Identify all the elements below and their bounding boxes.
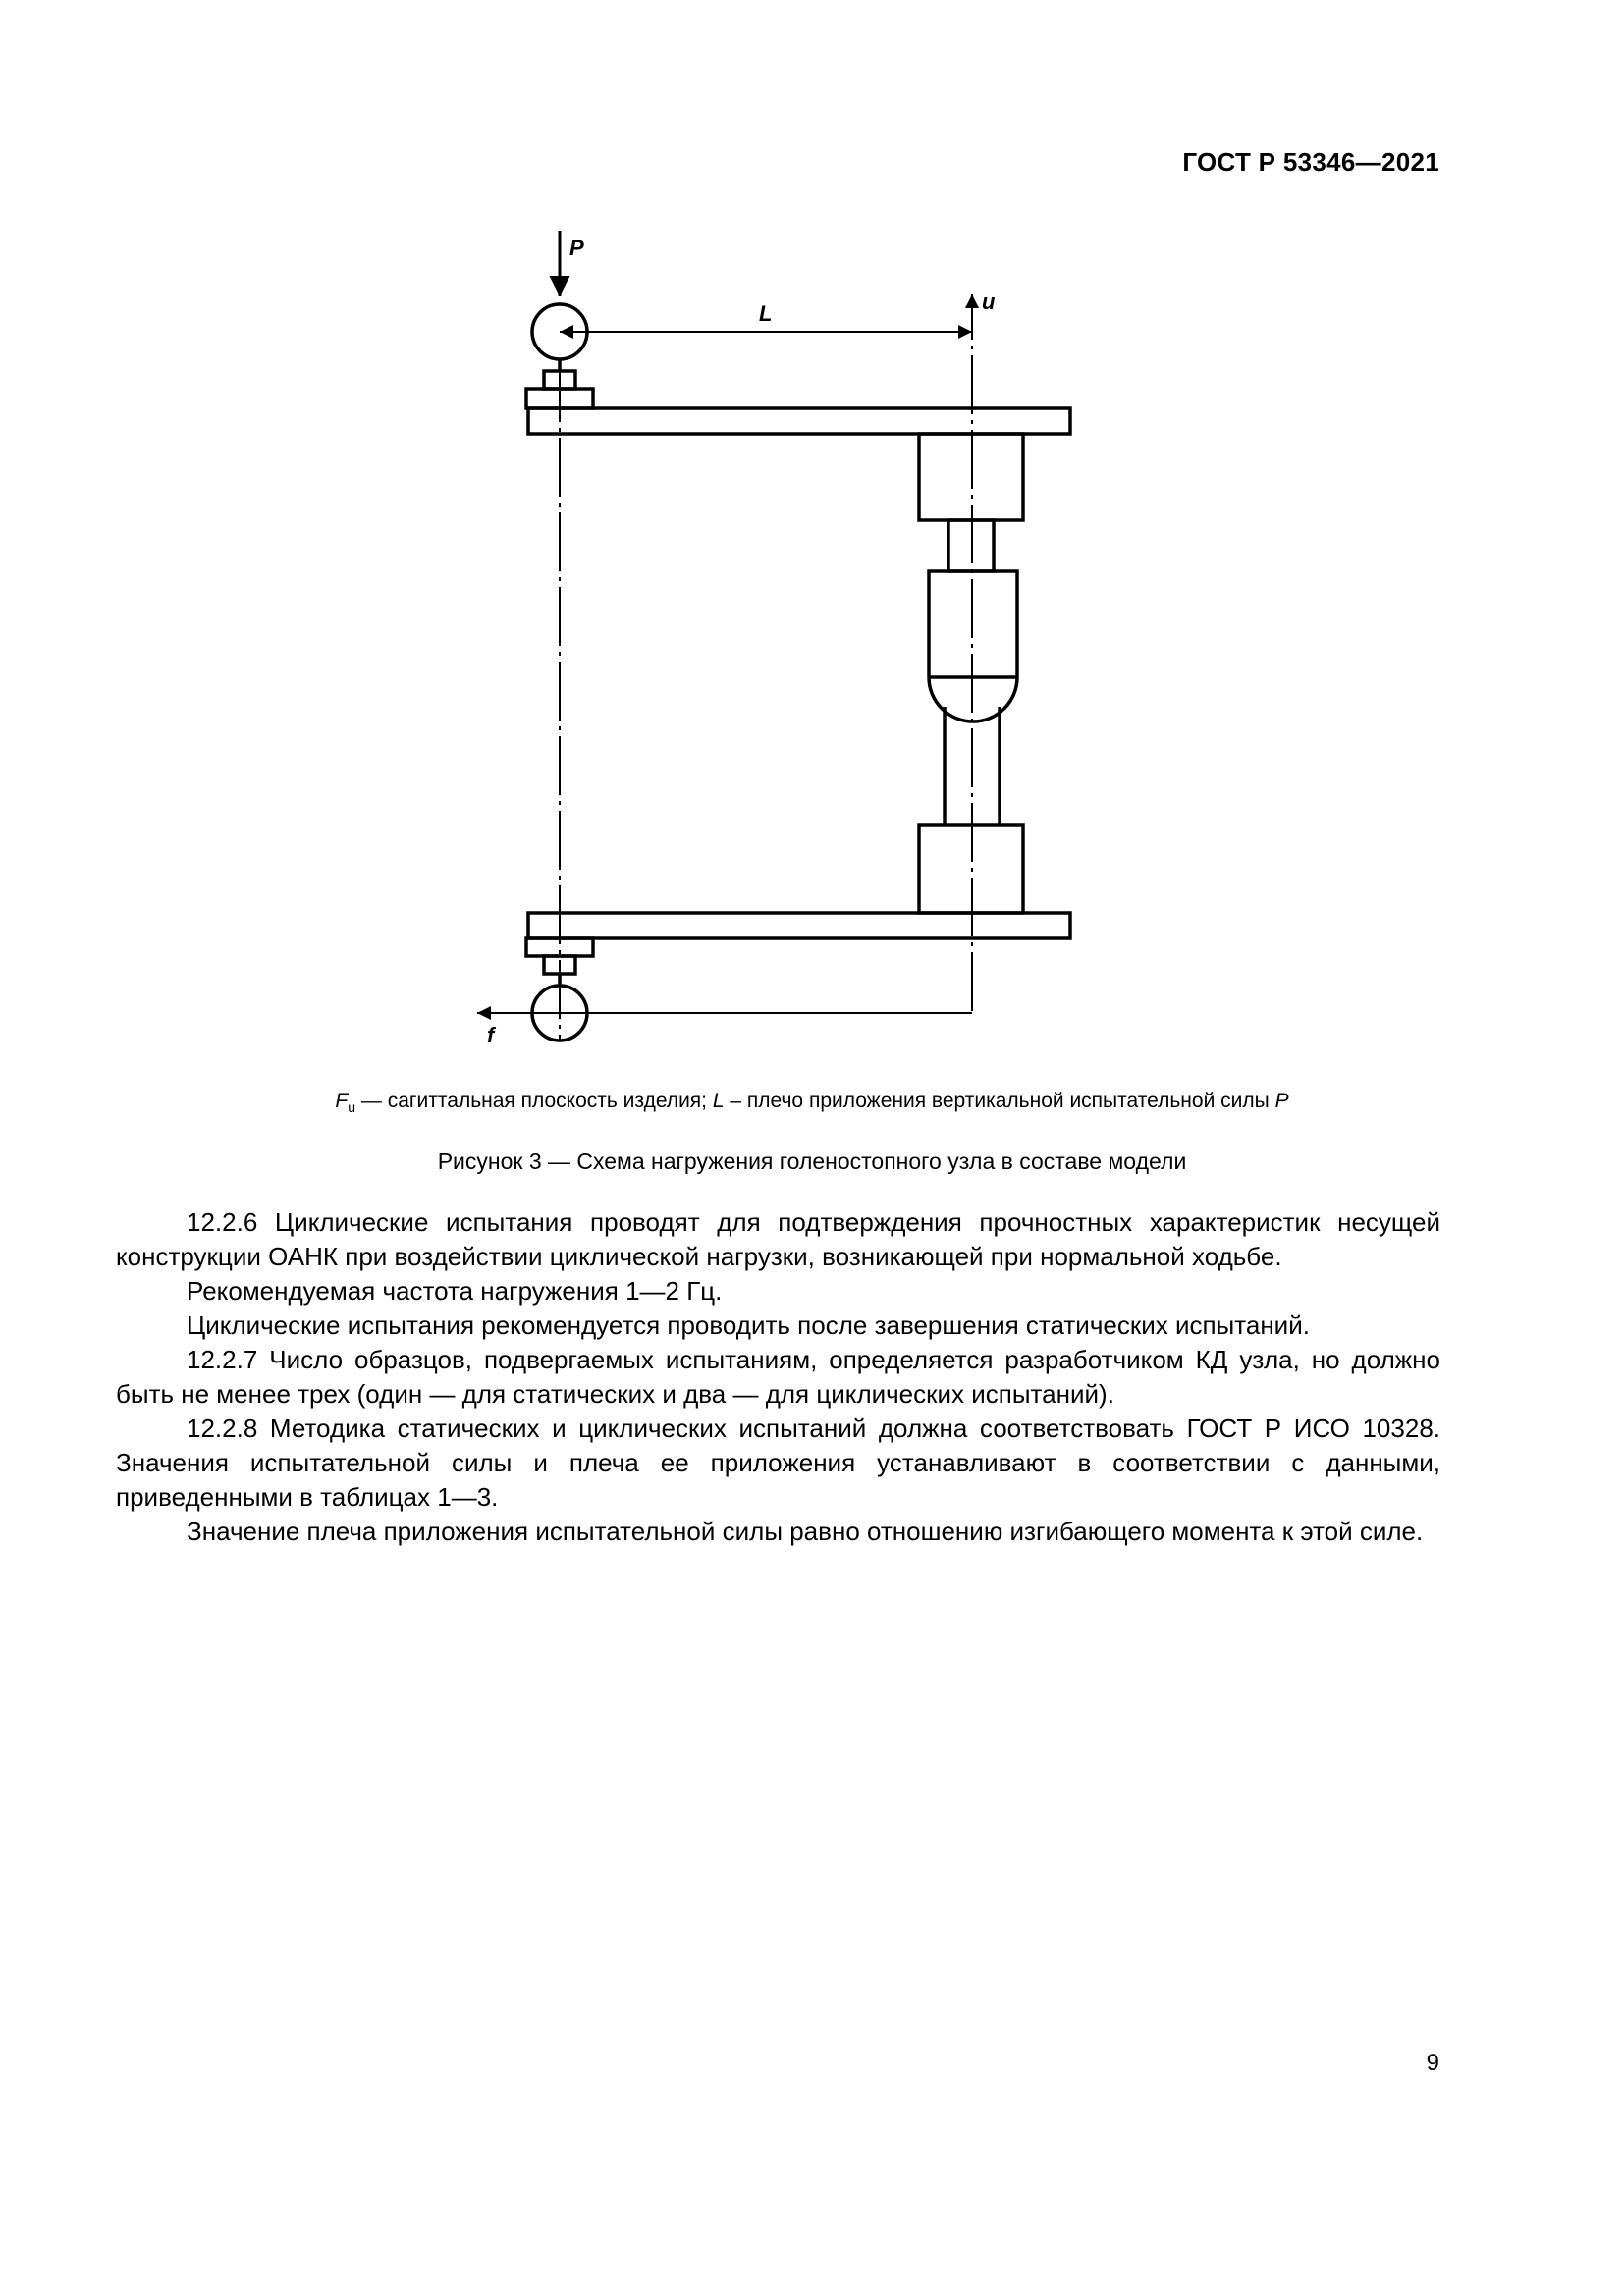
paragraph: Значение плеча приложения испытательной силы равно отношению изгибающего момента к этой силе. [187, 1517, 1424, 1546]
paragraph: Рекомендуемая частота нагружения 1—2 Гц. [187, 1276, 723, 1306]
legend-p-symbol: P [1274, 1090, 1289, 1112]
bottom-plate [528, 913, 1070, 938]
legend-l-text: – плечо приложения вертикальной испытательной силы [724, 1090, 1275, 1112]
paragraph: 12.2.6 Циклические испытания проводят для подтверждения прочностных характеристик несущей конструкции ОАНК при воздействии циклической нагрузки, возникающей при нормальной ходьбе. [116, 1207, 1440, 1271]
top-plate [528, 408, 1070, 434]
body-text [116, 1205, 1440, 1549]
label-u: u [982, 290, 996, 314]
paragraph: 12.2.8 Методика статических и циклических испытаний должна соответствовать ГОСТ Р ИСО 10328. Значения испытательной силы и плеча ее приложения устанавливают в соответствии с данными, приведенными в таблицах 1—3. [116, 1414, 1440, 1512]
paragraph: 12.2.7 Число образцов, подвергаемых испытаниям, определяется разработчиком КД узла, но должно быть не менее трех (один — для статических и два — для циклических испытаний). [116, 1345, 1440, 1409]
figure-caption: Рисунок 3 — Схема нагружения голеностопного узла в составе модели [437, 1148, 1187, 1174]
label-l: L [759, 301, 773, 326]
document-number: ГОСТ Р 53346—2021 [1182, 147, 1439, 177]
page-number: 9 [1426, 2050, 1439, 2076]
legend-fu-text: — сагиттальная плоскость изделия; [355, 1090, 713, 1112]
label-f: f [487, 1023, 495, 1047]
figure-legend [0, 1090, 1624, 1115]
legend-l-symbol: L [712, 1090, 725, 1112]
loading-scheme-figure [461, 226, 1090, 1060]
legend-fu-symbol: F [335, 1090, 349, 1112]
paragraph: Циклические испытания рекомендуется проводить после завершения статических испытаний. [187, 1310, 1310, 1340]
legend-fu-subscript: u [348, 1099, 356, 1116]
label-p: P [569, 236, 584, 260]
